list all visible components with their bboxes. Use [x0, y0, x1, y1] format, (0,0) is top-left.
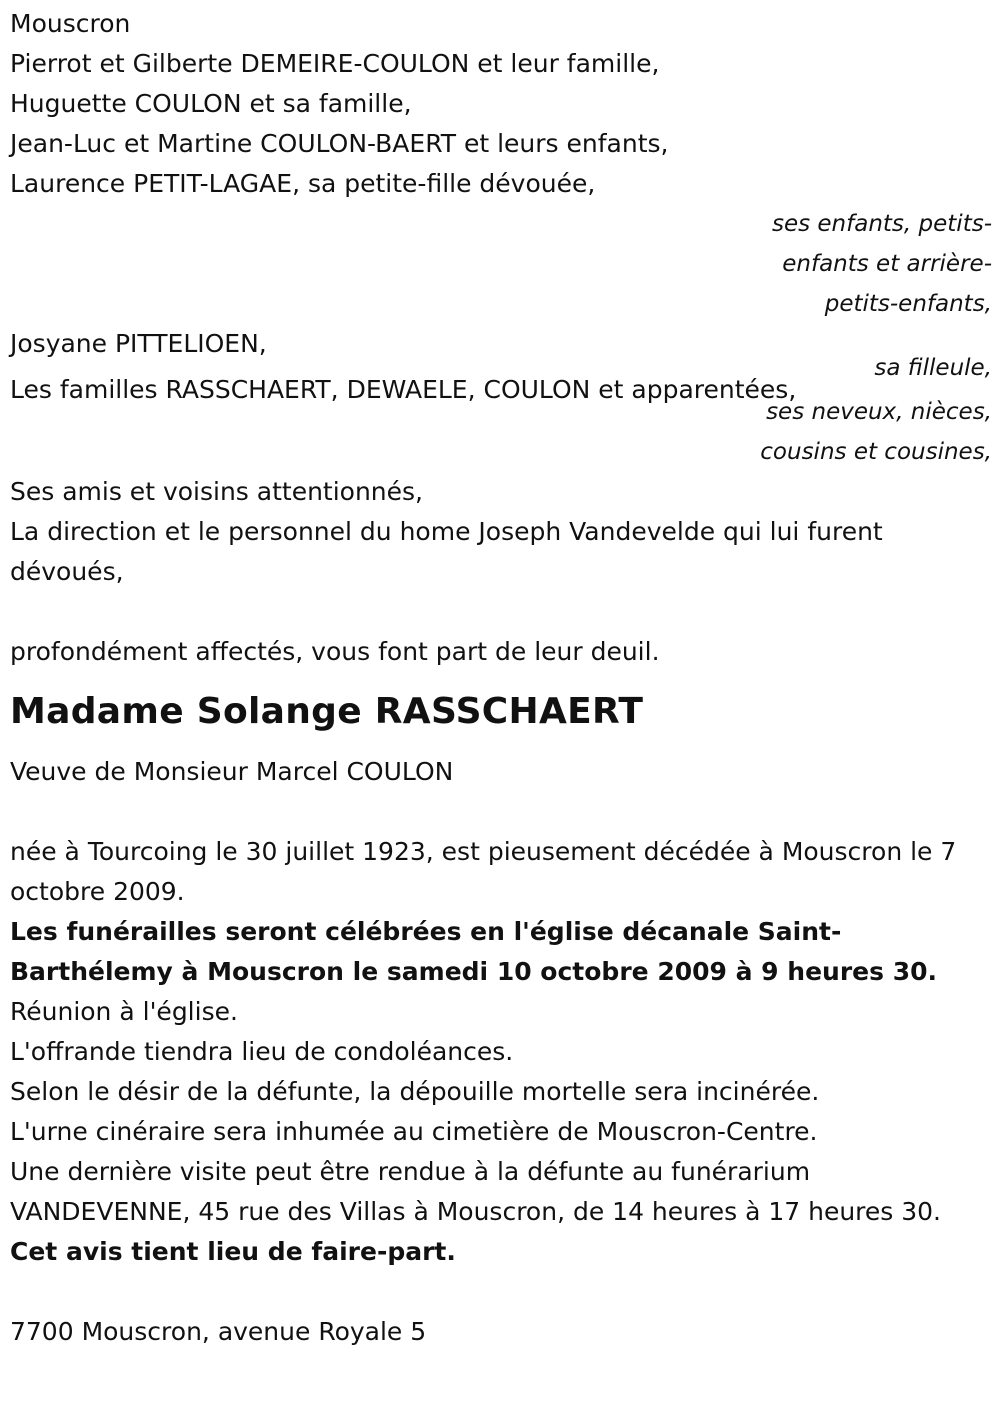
mourner-line: Pierrot et Gilberte DEMEIRE-COULON et leur famille, — [10, 49, 660, 78]
visit-line: Une dernière visite peut être rendue à la défunte au funérarium VANDEVENNE, 45 rue des Villas à Mouscron, de 14 heures à 17 heures 30. — [10, 1157, 942, 1226]
notice-statement: Cet avis tient lieu de faire-part. — [10, 1237, 456, 1266]
city-heading: Mouscron — [10, 9, 131, 38]
relation-line: cousins et cousines, — [760, 439, 992, 465]
widow-of: Veuve de Monsieur Marcel COULON — [10, 757, 454, 786]
mourner-line: Huguette COULON et sa famille, — [10, 89, 412, 118]
mourner-line: Jean-Luc et Martine COULON-BAERT et leurs enfants, — [10, 129, 669, 158]
deceased-name: Madame Solange RASSCHAERT — [10, 691, 644, 732]
relation-children — [10, 204, 990, 324]
mourner-line: Laurence PETIT-LAGAE, sa petite-fille dévouée, — [10, 169, 596, 198]
address-line: 7700 Mouscron, avenue Royale 5 — [10, 1317, 427, 1346]
relation-line: ses neveux, nièces, — [766, 399, 992, 425]
urn-line: L'urne cinéraire sera inhumée au cimetière de Mouscron-Centre. — [10, 1117, 818, 1146]
birth-death: née à Tourcoing le 30 juillet 1923, est pieusement décédée à Mouscron le 7 octobre 2009. — [10, 837, 957, 906]
relation-goddaughter: sa filleule, — [874, 355, 992, 381]
families-line: Les familles RASSCHAERT, DEWAELE, COULON et apparentées, — [10, 375, 797, 404]
affected-line: profondément affectés, vous font part de leur deuil. — [10, 637, 660, 666]
goddaughter-name: Josyane PITTELIOEN, — [10, 329, 267, 358]
home-staff-line: La direction et le personnel du home Joseph Vandevelde qui lui furent dévoués, — [10, 517, 883, 586]
offering-line: L'offrande tiendra lieu de condoléances. — [10, 1037, 514, 1066]
relation-line: enfants et arrière- — [782, 251, 992, 277]
friends-line: Ses amis et voisins attentionnés, — [10, 477, 424, 506]
funeral-details: Les funérailles seront célébrées en l'église décanale Saint-Barthélemy à Mouscron le samedi 10 octobre 2009 à 9 heures 30. — [10, 917, 937, 986]
death-notice — [10, 4, 990, 1352]
meeting-line: Réunion à l'église. — [10, 997, 238, 1026]
cremation-line: Selon le désir de la défunte, la dépouille mortelle sera incinérée. — [10, 1077, 820, 1106]
relation-line: petits-enfants, — [824, 291, 992, 317]
relation-line: ses enfants, petits- — [771, 211, 992, 237]
